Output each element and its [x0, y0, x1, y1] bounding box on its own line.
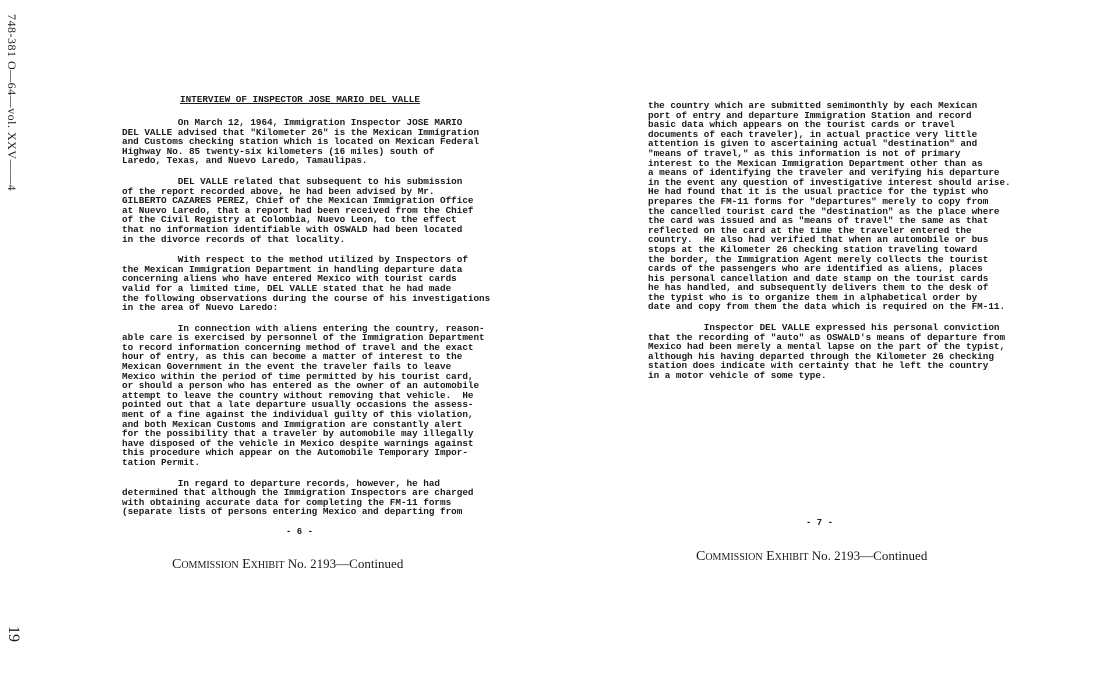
exhibit-caption-left	[172, 556, 403, 573]
paragraph: the country which are submitted semimonthly by each Mexican port of entry and departure Immigration Station and record basic data which appears on the tourist cards or travel documents of each traveler), in actual practice very little attention is given to ascertaining actual "destination" and "means of travel," as this information is not of primary interest to the Mexican Immigration Department other than as a means of identifying the traveler and verifying his departure in the event any question of investigative interest should arise. He had found that it is the usual practice for the typist who prepares the FM-11 forms for "departures" merely to copy from the cancelled tourist card the "destination" as the place where the card was issued and as "means of travel" the same as that reflected on the card at the time the traveler entered the country. He also had verified that when an automobile or bus stops at the Kilometer 26 checking station traveling toward the border, the Immigration Agent merely collects the tourist cards of the passengers who are identified as aliens, places his personal cancellation and date stamp on the tourist cards he has handled, and subsequently delivers them to the desk of the typist who is to organize them in alphabetical order by date and copy from them the data which is required on the FM-11.	[648, 100, 1011, 313]
paragraph: DEL VALLE related that subsequent to his submission of the report recorded above, he had been advised by Mr. GILBERTO CAZARES PEREZ, Chief of the Mexican Immigration Office at Nuevo Laredo, that a report had been received from the Chief of the Civil Registry at Colombia, Nuevo Leon, to the effect that no information identifiable with OSWALD had been located in the divorce records of that locality.	[122, 175, 474, 245]
right-page	[648, 101, 1024, 392]
paragraph: With respect to the method utilized by Inspectors of the Mexican Immigration Department in handling departure data concerning aliens who have entered Mexico with tourist cards valid for a limited time, DEL VALLE stated that he had made the following observations during the course of his investigations in the area of Nuevo Laredo:	[122, 254, 491, 314]
interview-title: INTERVIEW OF INSPECTOR JOSE MARIO DEL VALLE	[180, 94, 420, 105]
caption-suffix: No. 2193—Continued	[287, 556, 404, 571]
paragraph: Inspector DEL VALLE expressed his personal conviction that the recording of "auto" as OSWALD's means of departure from Mexico had been merely a mental lapse on the part of the typist, although his having departed through the Kilometer 26 checking station does indicate with certainty that he left the country in a motor vehicle of some type.	[648, 322, 1006, 382]
paragraph: In connection with aliens entering the country, reason- able care is exercised by personnel of the Immigration Department to record information concerning method of travel and the exact hour of entry, as this can become a matter of interest to the Mexican Government in the event the traveler fails to leave Mexico within the period of time permitted by his tourist card, or should a person who has entered as the owner of an automobile attempt to leave the country without removing that vehicle. He pointed out that a late departure usually occasions the assess- ment of a fine against the individual guilty of this violation, and both Mexican Customs and Immigration are constantly alert for the possibility that a traveler by automobile may illegally have disposed of the vehicle in Mexico despite warnings against this procedure which appear on the Automobile Temporary Impor- tation Permit.	[122, 322, 485, 468]
left-page	[122, 94, 506, 528]
folio-right: - 7 -	[806, 518, 834, 528]
caption-prefix: Commission Exhibit	[696, 549, 809, 564]
caption-suffix: No. 2193—Continued	[811, 548, 928, 563]
volume-margin-note: 748-381 O—64—vol. XXV——4	[5, 14, 19, 191]
exhibit-caption-right	[696, 548, 927, 565]
folio-left: - 6 -	[286, 527, 314, 537]
paragraph: In regard to departure records, however, he had determined that although the Immigration Inspectors are charged with obtaining accurate data for completing the FM-11 forms (separate lists of persons entering Mexico and departing from	[122, 477, 474, 518]
caption-prefix: Commission Exhibit	[172, 557, 285, 572]
page-number: 19	[5, 626, 22, 642]
paragraph: On March 12, 1964, Immigration Inspector JOSE MARIO DEL VALLE advised that "Kilometer 26" is the Mexican Immigration and Customs checking station which is located on Mexican Federal Highway No. 85 twenty-six kilometers (16 miles) south of Laredo, Texas, and Nuevo Laredo, Tamaulipas.	[122, 117, 480, 167]
